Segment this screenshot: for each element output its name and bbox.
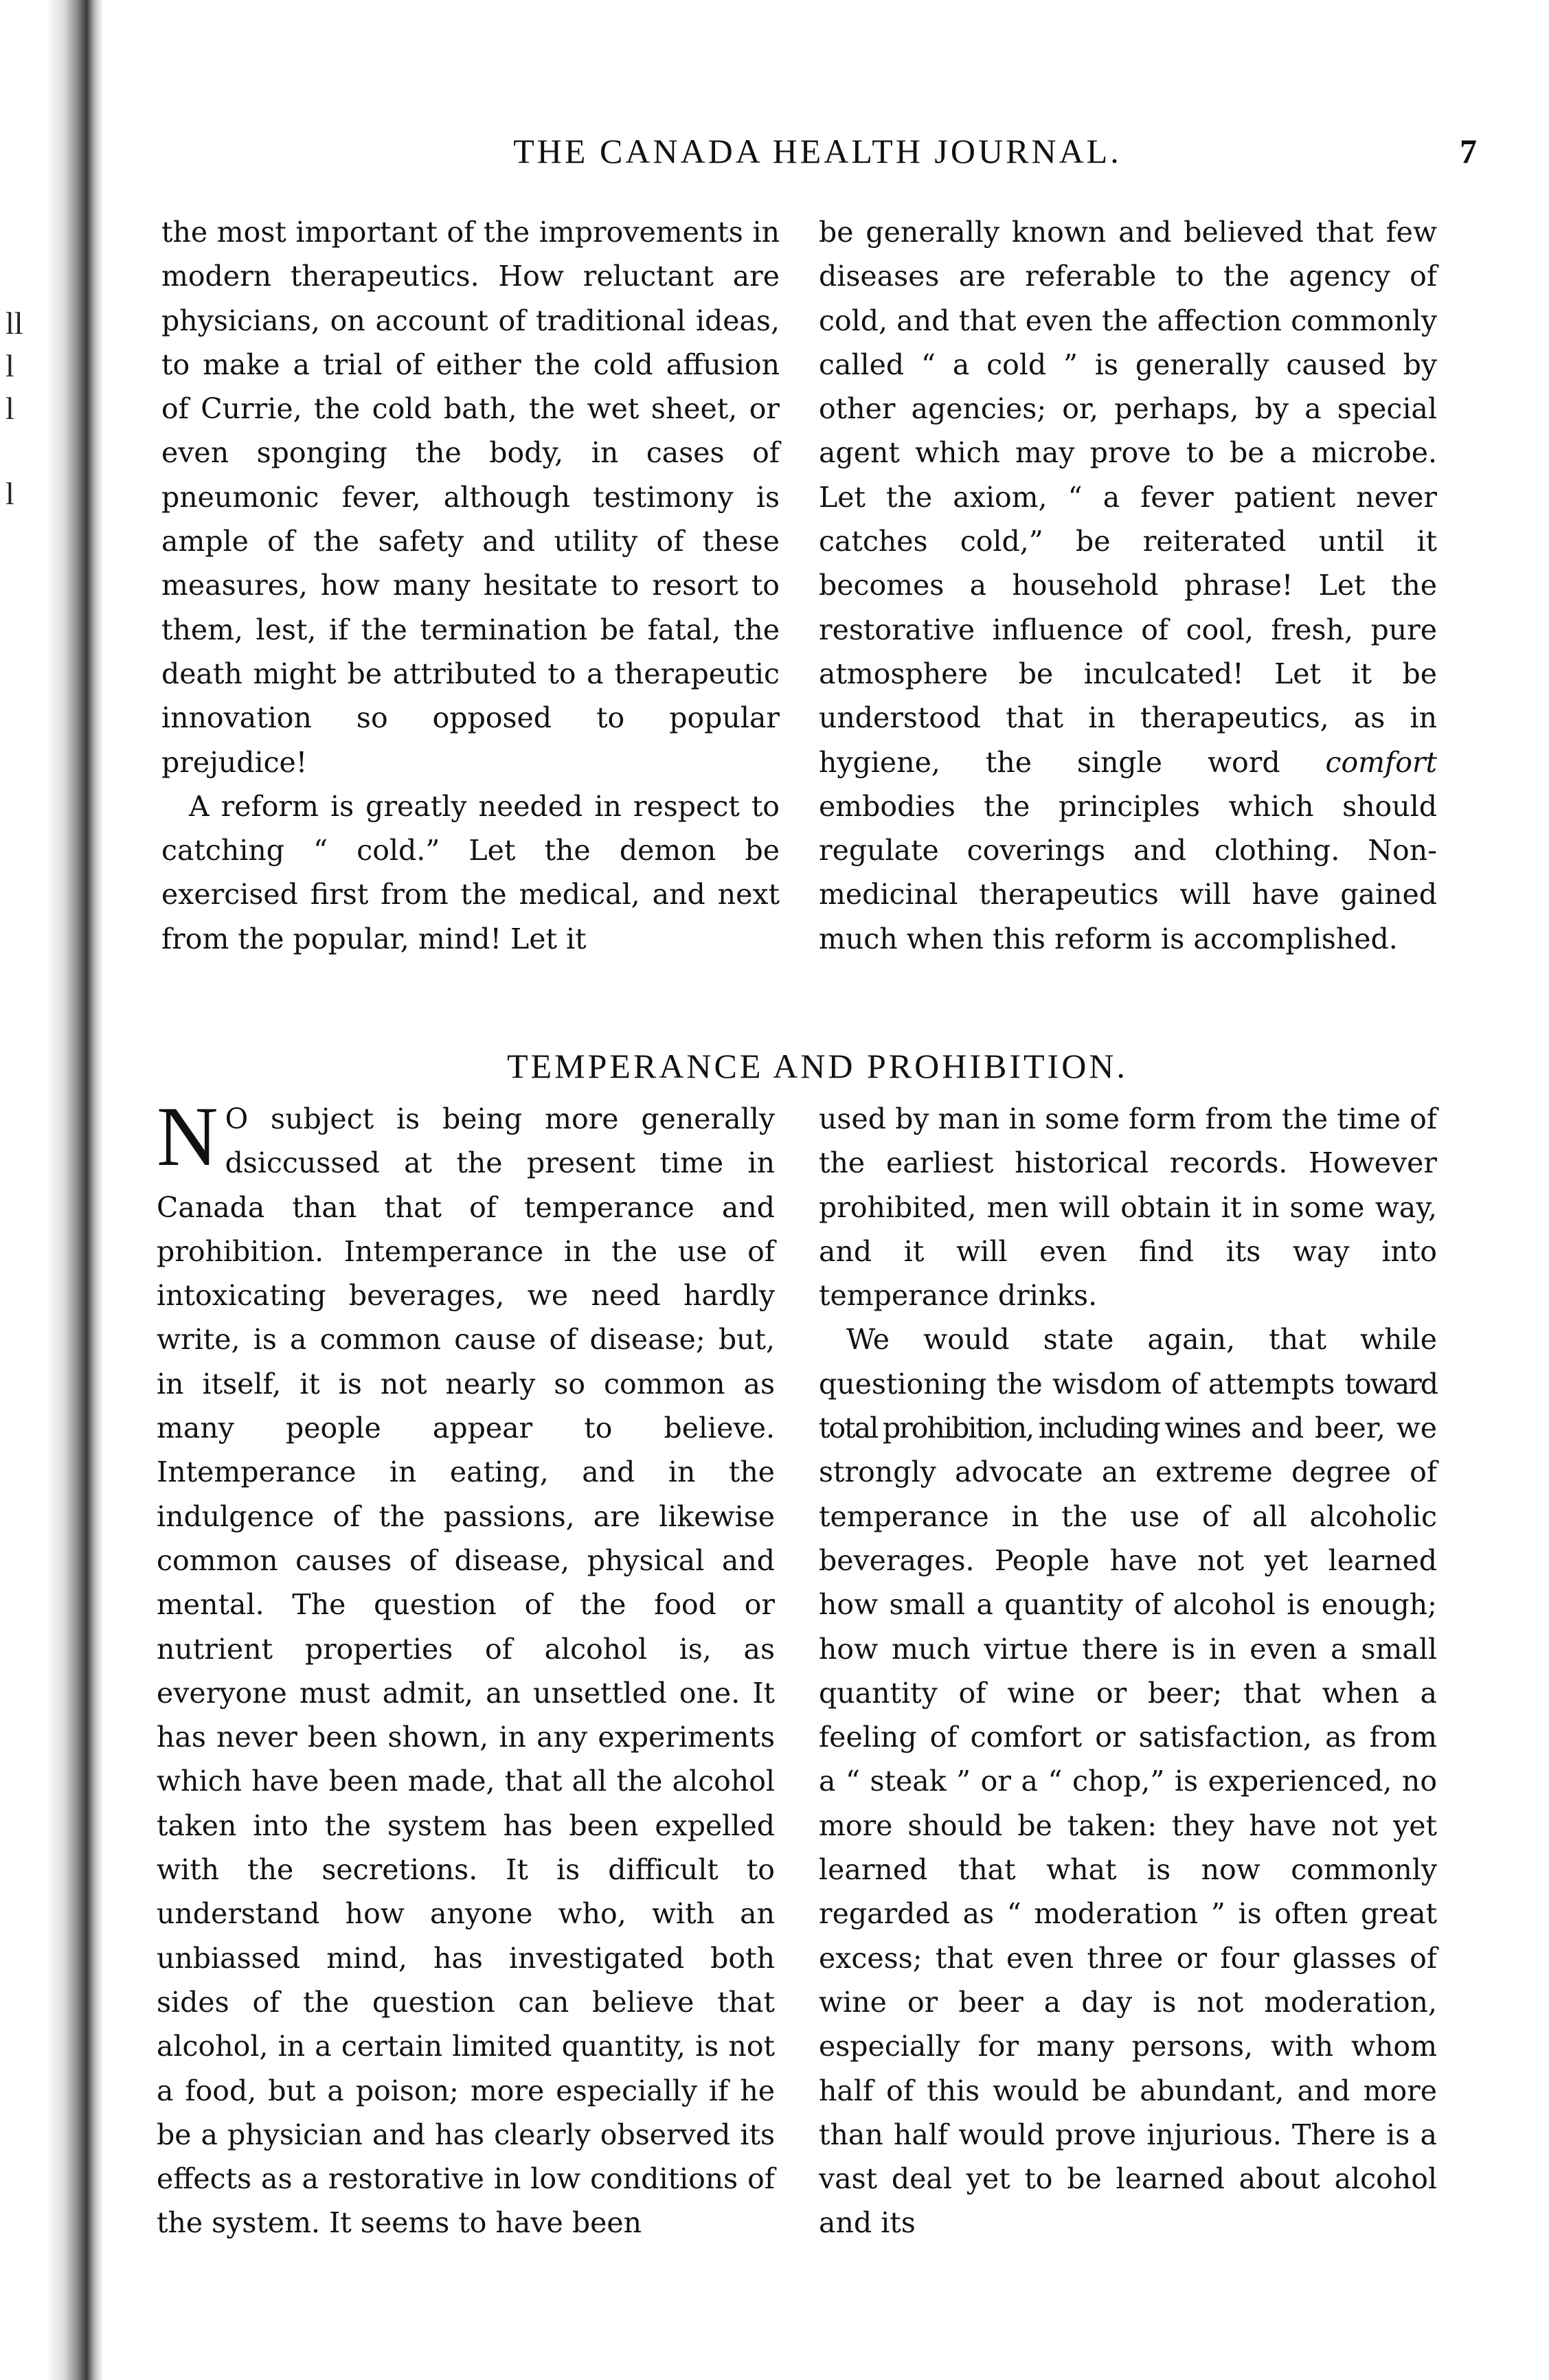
- paragraph: [819, 1317, 1437, 2245]
- text-run: toward total prohibition, including wines: [819, 1367, 1437, 1445]
- page-number: 7: [1460, 132, 1477, 170]
- margin-mark: [5, 430, 33, 473]
- text-run: and beer, we strongly advocate an extreme degree of temperance in the use of all alcoholic beverages. People have not yet learned how small a quantity of alcohol is enough; how much virtue there is in even a small quantity of wine or beer; that when a feeling of comfort or satisfaction, as from a “ steak ” or a “ chop,” is experienced, no more should be taken: they have not yet learned that what is now commonly regarded as “ moderation ” is often great excess; that even three or four glasses of wine or beer a day is not moderation, especially for many persons, with whom half of this would be abundant, and more than half would prove injurious. There is a vast deal yet to be learned about alcohol and its: [819, 1412, 1437, 2240]
- emphasis-word: comfort: [1325, 745, 1437, 779]
- section-title: TEMPERANCE AND PROHIBITION.: [507, 1047, 1128, 1085]
- margin-mark: l: [5, 391, 14, 426]
- paragraph: [819, 210, 1437, 961]
- paragraph: [157, 1089, 775, 2245]
- margin-mark: ll: [5, 306, 23, 341]
- margin-mark: l: [5, 348, 14, 383]
- section-left-column: [157, 1089, 775, 2245]
- running-title: THE CANADA HEALTH JOURNAL.: [513, 132, 1122, 170]
- drop-cap: N: [157, 1089, 218, 1183]
- margin-mark: l: [5, 476, 14, 511]
- paragraph: the most important of the improvements in modern therapeutics. How reluctant are physicians, on account of traditional ideas, to make a trial of either the cold affusion of Currie, the cold bath, the wet sheet, or even sponging the body, in cases of pneumonic fever, although testimony is ample of the safety and utility of these measures, how many hesitate to resort to them, lest, if the termination be fatal, the death might be attributed to a therapeutic innovation so opposed to popular prejudice!: [161, 216, 780, 779]
- top-left-column: [161, 210, 780, 961]
- text-run: be generally known and believed that few diseases are referable to the agency of cold, and that even the affection commonly called “ a cold ” is generally caused by other agencies; or, perhaps, by a special agent which may prove to be a microbe. Let the axiom, “ a fever patient never catches cold,” be reiterated until it becomes a household phrase! Let the restorative influence of cool, fresh, pure atmosphere be inculcated! Let it be understood that in therapeutics, as in hygiene, the single word: [819, 216, 1437, 779]
- text-run: embodies the principles which should regulate coverings and clothing. Non-medicinal therapeutics will have gained much when this reform is accomplished.: [819, 789, 1437, 955]
- page-header: [158, 131, 1477, 172]
- paragraph: used by man in some form from the time of the earliest historical records. However prohibited, men will obtain it in some way, and it will even find its way into temperance drinks.: [819, 1102, 1437, 1313]
- paragraph: A reform is greatly needed in respect to catching “ cold.” Let the demon be exercised first from the medical, and next from the popular, mind! Let it: [161, 789, 780, 955]
- top-right-column: [819, 210, 1437, 961]
- text-run: O subject is being more generally dsiccussed at the present time in Canada than that of temperance and prohibition. Intemperance in the use of intoxicating beverages, we need hardly write, is a common cause of disease; but, in itself, it is not nearly so common as many people appear to believe. Intemperance in eating, and in the indulgence of the passions, are likewise common causes of disease, physical and mental. The question of the food or nutrient properties of alcohol is, as everyone must admit, an unsettled one. It has never been shown, in any experiments which have been made, that all the alcohol taken into the system has been expelled with the secretions. It is difficult to understand how anyone who, with an unbiassed mind, has investigated both sides of the question can believe that alcohol, in a certain limited quantity, is not a food, but a poison; more especially if he be a physician and has clearly observed its effects as a restorative in low conditions of the system. It seems to have been: [157, 1102, 775, 2240]
- text-run: We would state again, that while questioning the wisdom of attempts: [819, 1323, 1437, 1401]
- section-right-column: [819, 1097, 1437, 2245]
- margin-marks: [5, 302, 33, 515]
